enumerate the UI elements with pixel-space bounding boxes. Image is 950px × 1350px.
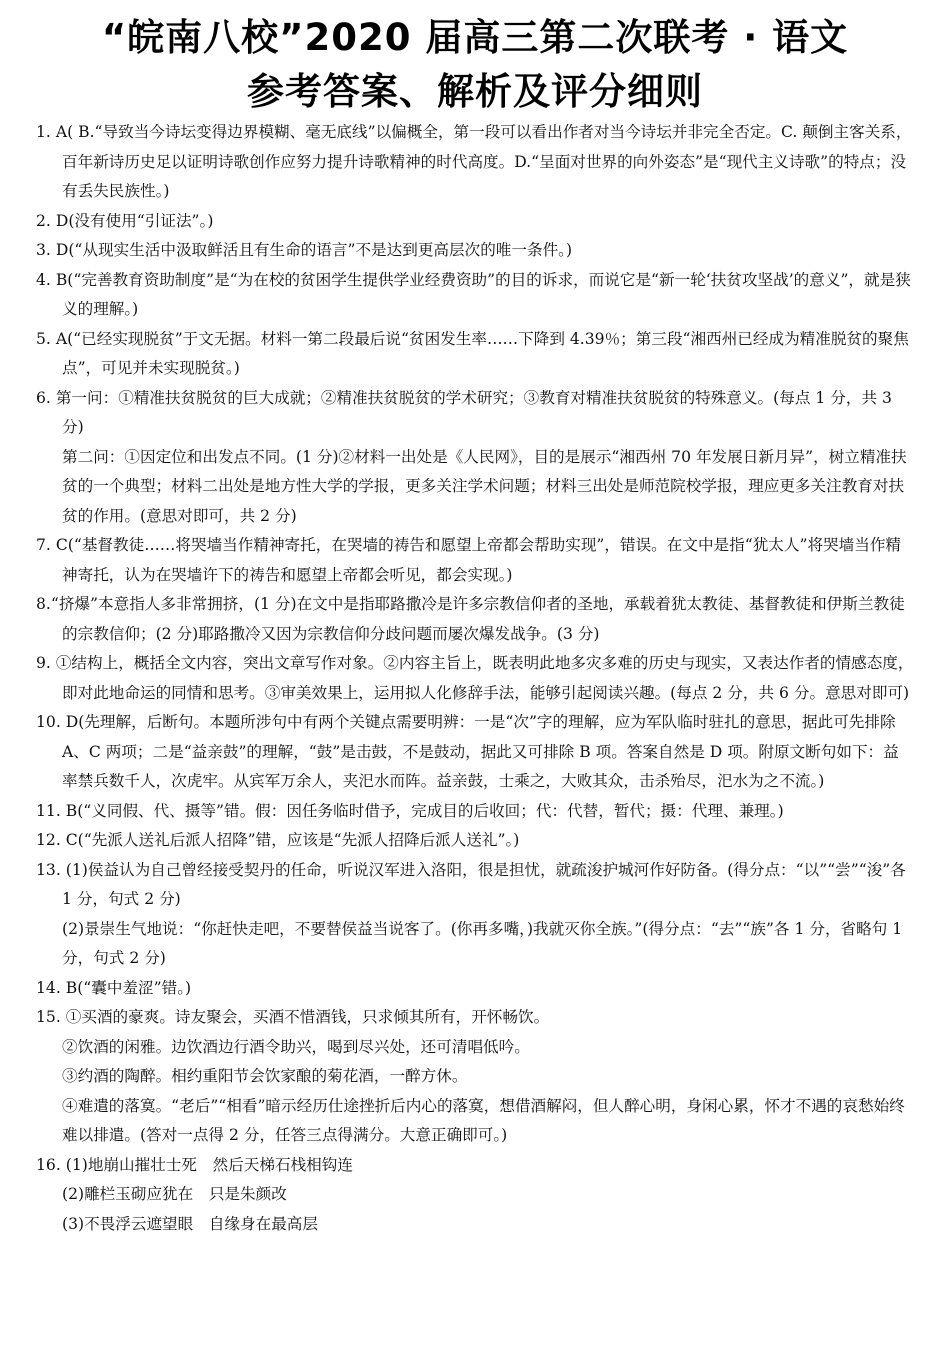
answer-15-point-4: ④难遣的落寞。“老后”“相看”暗示经历仕途挫折后内心的落寞，想借酒解闷，但人醉心明，身闲心累，怀才不遇的哀愁始终难以排遣。(答对一点得 2 分，任答三点得满分。大意正确即可。): [62, 1096, 905, 1144]
answer-4: 4. B(“完善教育资助制度”是“为在校的贫困学生提供学业经费资助”的目的诉求，而说它是“新一轮‘扶贫攻坚战’的意义”，就是狭义的理解。): [36, 270, 911, 318]
answer-15-point-3: ③约酒的陶醉。相约重阳节会饮家酿的菊花酒，一醉方休。: [62, 1067, 468, 1085]
answer-3: 3. D(“从现实生活中汲取鲜活且有生命的语言”不是达到更高层次的唯一条件。): [36, 241, 573, 259]
answer-12: 12. C(“先派人送礼后派人招降”错，应该是“先派人招降后派人送礼”。): [36, 831, 520, 849]
answer-16-line-2: (2)雕栏玉砌应犹在 只是朱颜改: [62, 1185, 287, 1203]
answer-15-point-1: 15. ①买酒的豪爽。诗友聚会，买酒不惜酒钱，只求倾其所有，开怀畅饮。: [36, 1008, 550, 1026]
answer-13-part-2: (2)景崇生气地说：“你赶快走吧，不要替侯益当说客了。(你再多嘴，)我就灭你全族。”(得分点：“去”“族”各 1 分，省略句 1 分，句式 2 分): [62, 919, 903, 967]
page-title: “皖南八校”2020 届高三第二次联考 · 语文: [101, 16, 849, 59]
answer-16-line-1: 16. (1)地崩山摧壮士死 然后天梯石栈相钩连: [36, 1155, 353, 1174]
answer-8: 8.“挤爆”本意指人多非常拥挤，(1 分)在文中是指耶路撒冷是许多宗教信仰者的圣地，承载着犹太教徒、基督教徒和伊斯兰教徒的宗教信仰；(2 分)耶路撒冷又因为宗教信仰分歧问题而屡次爆发战争。(3 分): [36, 595, 905, 643]
answers-body: [36, 118, 914, 1239]
answer-13-part-1: 13. (1)侯益认为自己曾经接受契丹的任命，听说汉军进入洛阳，很是担忧，就疏浚护城河作好防备。(得分点：“以”“尝”“浚”各 1 分，句式 2 分): [36, 860, 906, 908]
answer-10: 10. D(先理解，后断句。本题所涉句中有两个关键点需要明辨：一是“次”字的理解，应为军队临时驻扎的意思，据此可先排除 A、C 两项；二是“益亲鼓”的理解，“鼓”是击鼓，不是鼓动，据此又可排除 B 项。答案自然是 D 项。附原文断句如下：益率禁兵数千人，次虎牢。从宾军万余人，夹汜水而阵。益亲鼓，士乘之，大败其众，击杀殆尽，汜水为之不流。): [36, 713, 899, 790]
answer-5: 5. A(“已经实现脱贫”于文无据。材料一第二段最后说“贫困发生率……下降到 4.39％；第三段“湘西州已经成为精准脱贫的聚焦点”，可见并未实现脱贫。): [36, 329, 909, 377]
answer-14: 14. B(“囊中羞涩”错。): [36, 978, 192, 997]
answer-11: 11. B(“义同假、代、摄等”错。假：因任务临时借予，完成目的后收回；代：代替，暂代；摄：代理、兼理。): [36, 801, 784, 820]
answer-15-point-2: ②饮酒的闲雅。边饮酒边行酒令助兴，喝到尽兴处，还可清唱低吟。: [62, 1037, 530, 1056]
page-subtitle: 参考答案、解析及评分细则: [247, 70, 703, 113]
answer-1: 1. A( B.“导致当今诗坛变得边界模糊、毫无底线”以偏概全，第一段可以看出作者对当今诗坛并非完全否定。C. 颠倒主客关系，百年新诗历史足以证明诗歌创作应努力提升诗歌精神的时代高度。D.“呈面对世界的向外姿态”是“现代主义诗歌”的特点；没有丢失民族性。): [36, 123, 912, 200]
answer-9: 9. ①结构上，概括全文内容，突出文章写作对象。②内容主旨上，既表明此地多灾多难的历史与现实，又表达作者的情感态度，即对此地命运的同情和思考。③审美效果上，运用拟人化修辞手法，能够引起阅读兴趣。(每点 2 分，共 6 分。意思对即可): [36, 654, 914, 702]
answer-6-question-1: 6. 第一问：①精准扶贫脱贫的巨大成就；②精准扶贫脱贫的学术研究；③教育对精准扶贫脱贫的特殊意义。(每点 1 分，共 3 分): [36, 388, 892, 436]
answer-16-line-3: (3)不畏浮云遮望眼 自缘身在最高层: [62, 1214, 318, 1233]
answer-6-question-2: 第二问：①因定位和出发点不同。(1 分)②材料一出处是《人民网》，目的是展示“湘西州 70 年发展日新月异”，树立精准扶贫的一个典型；材料二出处是地方性大学的学报，更多关注学术问题；材料三出处是师范院校学报，理应更多关注教育对扶贫的作用。(意思对即可，共 2 分): [62, 447, 907, 525]
answer-7: 7. C(“基督教徒……将哭墙当作精神寄托，在哭墙的祷告和愿望上帝都会帮助实现”，错误。在文中是指“犹太人”将哭墙当作精神寄托，认为在哭墙许下的祷告和愿望上帝都会听见，都会实现。): [36, 536, 902, 584]
answer-2: 2. D(没有使用“引证法”。): [36, 211, 214, 230]
